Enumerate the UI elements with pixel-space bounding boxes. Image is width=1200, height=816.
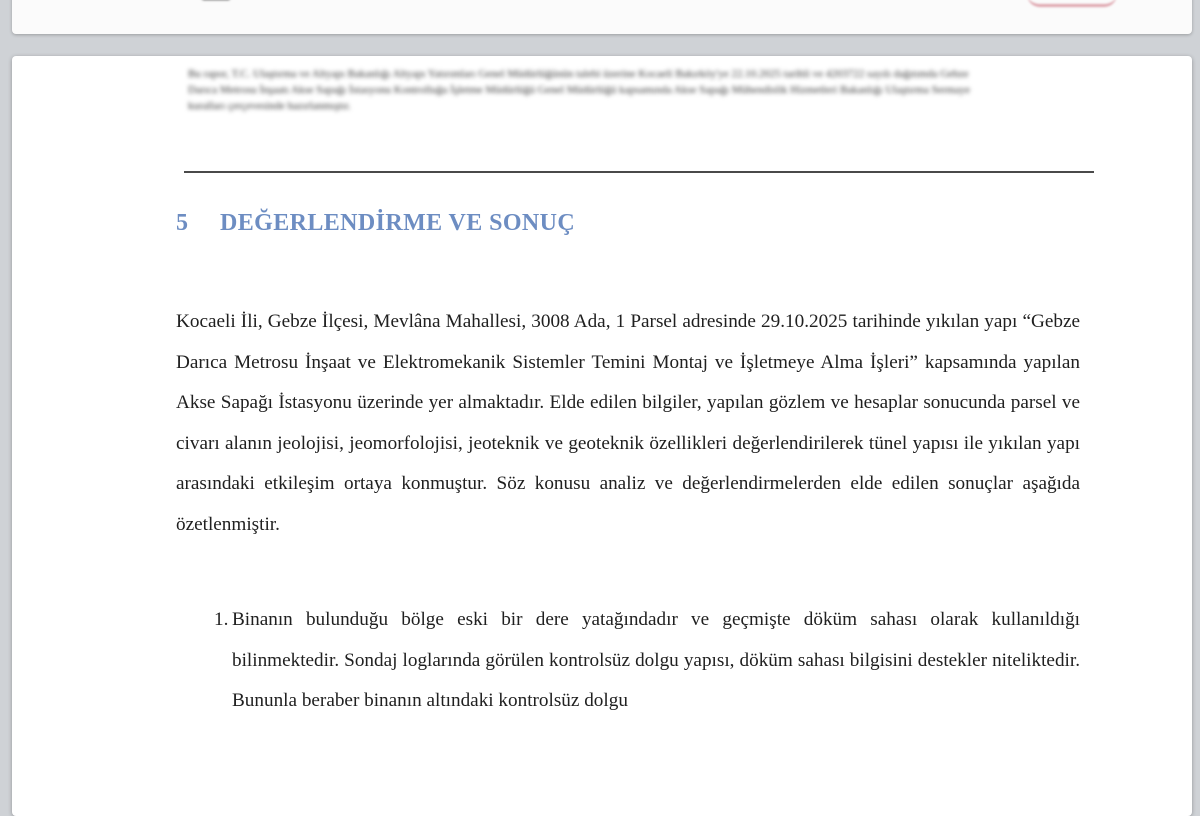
list-item (214, 600, 1080, 722)
list-item-text: Binanın bulunduğu bölge eski bir dere yatağındadır ve geçmişte döküm sahası olarak kullanıldığı bilinmektedir. Sondaj loglarında görülen kontrolsüz dolgu yapısı, döküm sahası bilgisini destekler niteliktedir. Bununla beraber binanın altındaki kontrolsüz dolgu (232, 609, 1080, 711)
section-number: 5 (176, 210, 189, 236)
header-divider (184, 171, 1094, 173)
stamp-mark (1027, 0, 1117, 7)
section-title: DEĞERLENDİRME VE SONUÇ (220, 210, 576, 236)
previous-page-edge (12, 0, 1192, 34)
section-heading (176, 210, 575, 237)
body-paragraph: Kocaeli İli, Gebze İlçesi, Mevlâna Mahallesi, 3008 Ada, 1 Parsel adresinde 29.10.2025 tarihinde yıkılan yapı “Gebze Darıca Metrosu İnşaat ve Elektromekanik Sistemler Temini Montaj ve İşletmeye Alma İşleri” kapsamında yapılan Akse Sapağı İstasyonu üzerinde yer almaktadır. Elde edilen bilgiler, yapılan gözlem ve hesaplar sonucunda parsel ve civarı alanın jeolojisi, jeomorfolojisi, jeoteknik ve geoteknik özellikleri değerlendirilerek tünel yapısı ile yıkılan yapı arasındaki etkileşim ortaya konmuştur. Söz konusu analiz ve değerlendirmelerden elde edilen sonuçlar aşağıda özetlenmiştir. (176, 311, 1080, 535)
findings-list (214, 600, 1080, 722)
blurred-page-header: Bu rapor, T.C. Ulaştırma ve Altyapı Bakanlığı Altyapı Yatırımları Genel Müdürlüğünün talebi üzerine Kocaeli Bakırköy'ye 22.10.2025 tarihli ve 4203722 sayılı dağıtımda Gebze Darıca Metrosu İnşaatı Akse Sapağı İstasyonu Kontrolluğu İşletme Müdürlüğü Genel Müdürlüğü kapsamında Akse Sapağı Mühendislik Hizmetleri Bakanlığı Ulaştırma Sermaye kuralları çerçevesinde hazırlanmıştır. (188, 68, 971, 112)
list-item-number: 1. (214, 609, 229, 630)
